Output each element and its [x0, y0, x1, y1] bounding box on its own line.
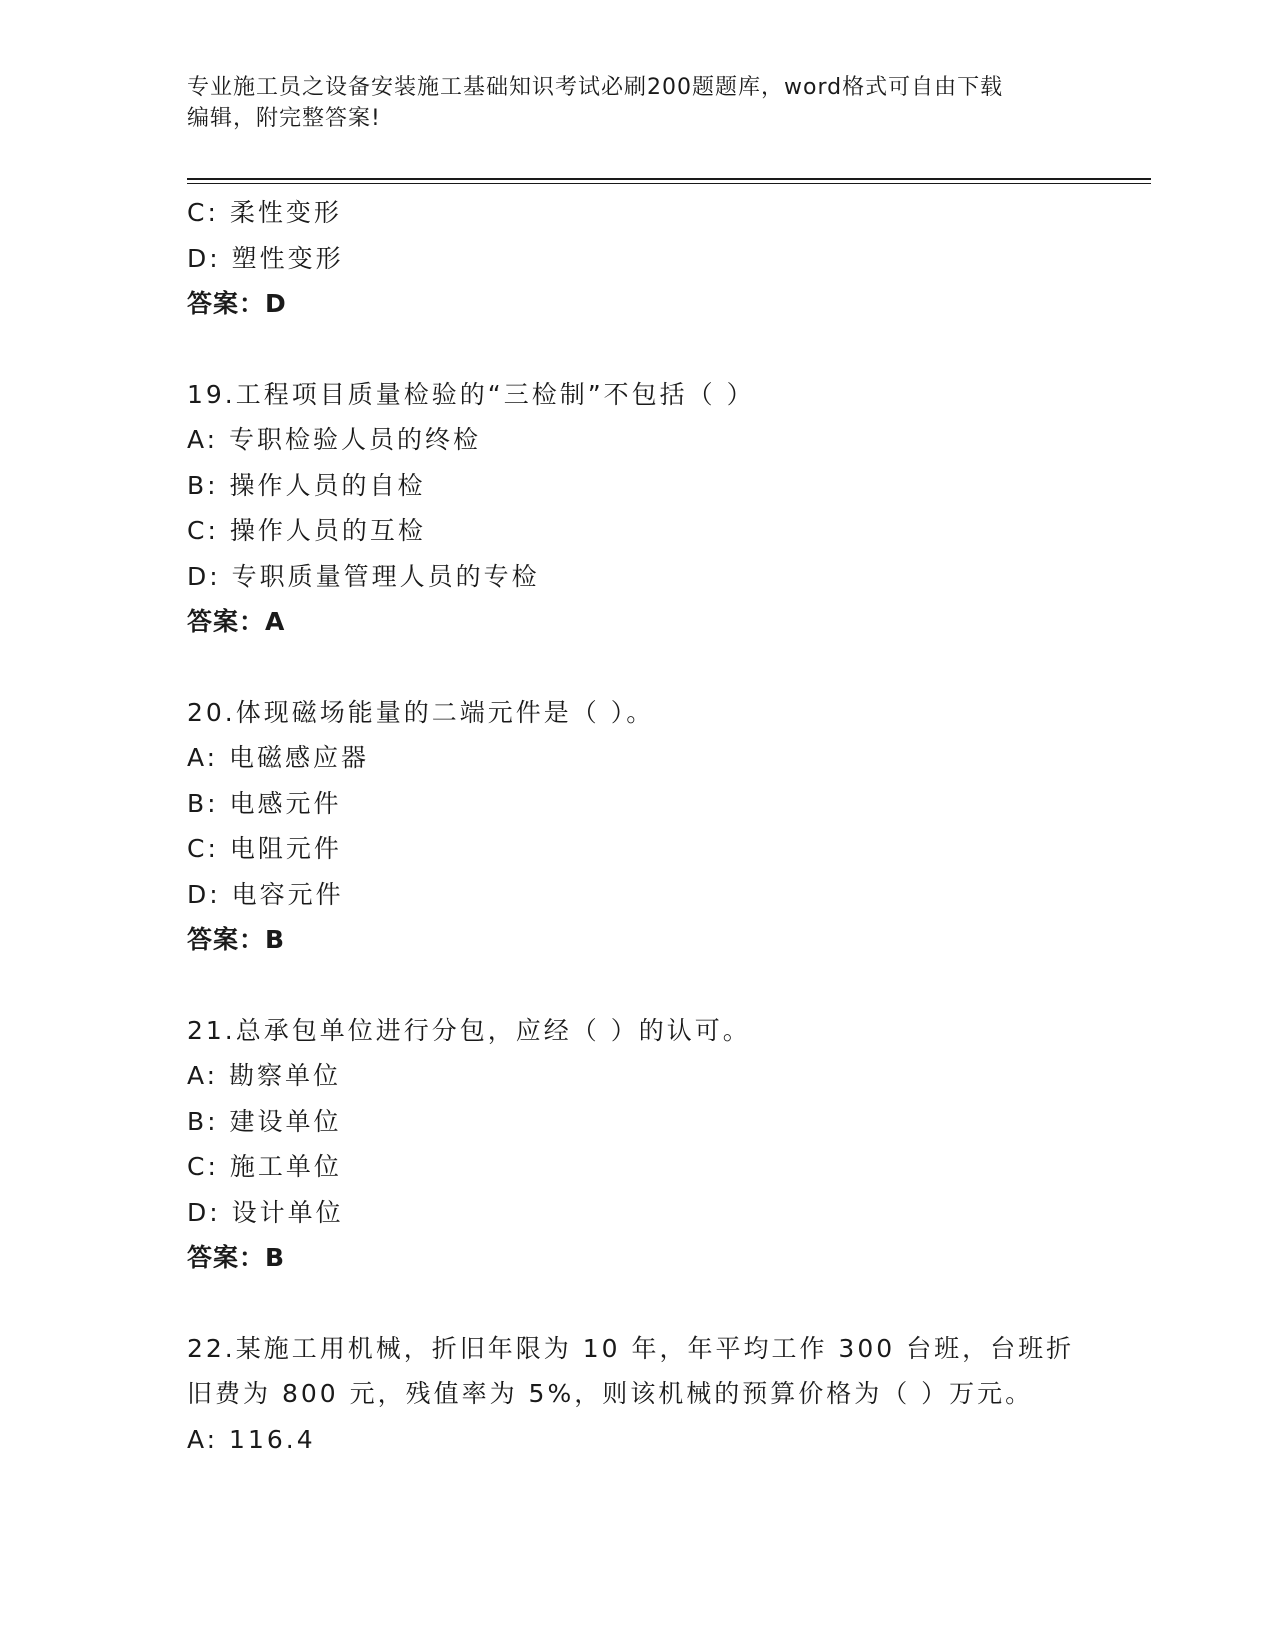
- answer: 答案：D: [187, 289, 287, 318]
- question-20: [187, 690, 1087, 963]
- question-list: [187, 190, 1087, 1462]
- question-19: [187, 372, 1087, 645]
- question-text: 19.工程项目质量检验的“三检制”不包括（ ）: [187, 379, 755, 409]
- answer: 答案：B: [187, 1243, 286, 1272]
- option-c: C: 电阻元件: [187, 834, 342, 863]
- answer: 答案：B: [187, 925, 286, 954]
- spacer: [187, 963, 1087, 1008]
- question-21: [187, 1008, 1087, 1281]
- option-a: A: 116.4: [187, 1424, 316, 1454]
- option-a: A: 电磁感应器: [187, 743, 370, 772]
- option-b: B: 建设单位: [187, 1106, 342, 1136]
- question-text: 21.总承包单位进行分包，应经（ ）的认可。: [187, 1015, 751, 1045]
- option-a: A: 勘察单位: [187, 1061, 342, 1090]
- option-b: B: 电感元件: [187, 788, 342, 818]
- option-c: C: 施工单位: [187, 1152, 342, 1181]
- question-text: 20.体现磁场能量的二端元件是（ ）。: [187, 697, 655, 727]
- spacer: [187, 645, 1087, 690]
- option-b: B: 操作人员的自检: [187, 470, 426, 500]
- document-header: [187, 72, 1067, 134]
- header-divider-thin: [187, 183, 1151, 184]
- header-divider-thick: [187, 178, 1151, 180]
- question-22: [187, 1326, 1087, 1463]
- option-d: D: 设计单位: [187, 1197, 344, 1227]
- question-text-line-1: 22.某施工用机械，折旧年限为 10 年，年平均工作 300 台班，台班折: [187, 1333, 1075, 1363]
- answer: 答案：A: [187, 607, 286, 636]
- header-title-line-1: 专业施工员之设备安装施工基础知识考试必刷200题题库，word格式可自由下载: [187, 75, 1004, 100]
- spacer: [187, 327, 1087, 372]
- header-title-line-2: 编辑，附完整答案!: [187, 106, 381, 131]
- option-a: A: 专职检验人员的终检: [187, 425, 482, 454]
- question-text-line-2: 旧费为 800 元，残值率为 5%，则该机械的预算价格为（ ）万元。: [187, 1379, 1034, 1408]
- option-d: D: 电容元件: [187, 879, 344, 909]
- option-d: D: 塑性变形: [187, 243, 344, 273]
- option-c: C: 操作人员的互检: [187, 516, 426, 545]
- spacer: [187, 1281, 1087, 1326]
- option-d: D: 专职质量管理人员的专检: [187, 561, 540, 591]
- question-18: [187, 190, 1087, 327]
- option-c: C: 柔性变形: [187, 198, 342, 227]
